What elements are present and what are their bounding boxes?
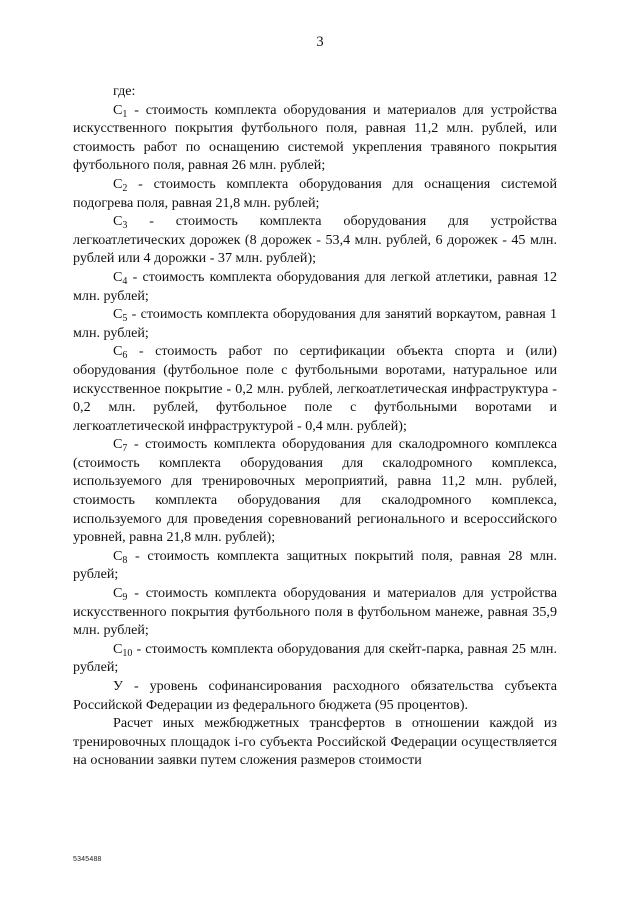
definition-c9: [73, 584, 557, 640]
definition-text: - стоимость комплекта оборудования для легкой атлетики, равная 12 млн. рублей;: [73, 268, 557, 304]
definition-c6: [73, 342, 557, 435]
definition-text: - стоимость комплекта оборудования для скейт-парка, равная 25 млн. рублей;: [73, 640, 557, 676]
symbol-c: C: [113, 268, 123, 285]
symbol-subscript: 8: [122, 554, 128, 566]
symbol-c: C: [113, 306, 123, 323]
symbol-subscript: 4: [122, 275, 128, 287]
symbol-subscript: 7: [122, 443, 128, 455]
symbol-subscript: 3: [122, 220, 128, 232]
symbol-c: C: [113, 640, 123, 657]
definition-text: - стоимость комплекта оборудования для оснащения системой подогрева поля, равная 21,8 млн. рублей;: [73, 175, 557, 211]
definition-text: - стоимость комплекта оборудования и материалов для устройства искусственного покрытия футбольного поля, равная 11,2 млн. рублей, или стоимость работ по оснащению системой укрепления травяного покрытия футбольного поля, равная 26 млн. рублей;: [73, 101, 557, 174]
definition-c2: [73, 175, 557, 212]
intro-text: где:: [113, 83, 136, 99]
definition-c4: [73, 268, 557, 305]
symbol-subscript: 5: [122, 313, 128, 325]
definition-c8: [73, 547, 557, 584]
definition-text: - стоимость комплекта оборудования для устройства легкоатлетических дорожек (8 дорожек - 53,4 млн. рублей, 6 дорожек - 45 млн. рублей или 4 дорожки - 37 млн. рублей);: [73, 213, 557, 267]
document-id: 5345488: [73, 856, 102, 863]
symbol-subscript: 2: [122, 182, 128, 194]
document-body: [73, 82, 557, 770]
definition-c7: [73, 435, 557, 547]
symbol-c: C: [113, 436, 123, 453]
symbol-c: C: [113, 547, 123, 564]
page-number: 3: [316, 34, 324, 50]
definition-text: - стоимость комплекта защитных покрытий поля, равная 28 млн. рублей;: [73, 547, 557, 583]
symbol-c: C: [113, 213, 123, 230]
definition-c1: [73, 101, 557, 175]
definition-c10: [73, 640, 557, 677]
final-paragraph: Расчет иных межбюджетных трансфертов в отношении каждой из тренировочных площадок i-го субъекта Российской Федерации осуществляется на основании заявки путем сложения размеров стоимости: [73, 715, 557, 769]
symbol-subscript: 6: [122, 350, 128, 362]
definition-text: - стоимость комплекта оборудования для занятий воркаутом, равная 1 млн. рублей;: [73, 306, 557, 341]
definition-text: - стоимость работ по сертификации объекта спорта и (или) оборудования (футбольное поле с футбольными воротами, натуральное или искусственное покрытие - 0,2 млн. рублей, легкоатлетическая инфраструктура - 0,2 млн. рублей, футбольное поле с футбольными воротами и легкоатлетической инфраструктурой - 0,4 млн. рублей);: [73, 343, 557, 434]
symbol-subscript: 9: [122, 592, 128, 604]
symbol-c: C: [113, 343, 123, 360]
definition-c5: [73, 305, 557, 342]
definition-text: - стоимость комплекта оборудования и материалов для устройства искусственного покрытия футбольного поля в футбольном манеже, равная 35,9 млн. рублей;: [73, 585, 557, 639]
symbol-subscript: 1: [122, 108, 128, 120]
definition-c3: [73, 212, 557, 268]
definition-y: У - уровень софинансирования расходного обязательства субъекта Российской Федерации из федерального бюджета (95 процентов).: [73, 678, 557, 713]
symbol-c: C: [113, 101, 123, 118]
definition-text: - стоимость комплекта оборудования для скалодромного комплекса (стоимость комплекта оборудования для скалодромного комплекса, используемого для тренировочных мероприятий, равна 11,2 млн. рублей, стоимость комплекта оборудования для скалодромного комплекса, используемого для проведения соревнований регионального и всероссийского уровней, равна 21,8 млн. рублей);: [73, 436, 557, 546]
symbol-c: C: [113, 175, 123, 192]
symbol-c: C: [113, 585, 123, 602]
symbol-subscript: 10: [122, 647, 133, 659]
